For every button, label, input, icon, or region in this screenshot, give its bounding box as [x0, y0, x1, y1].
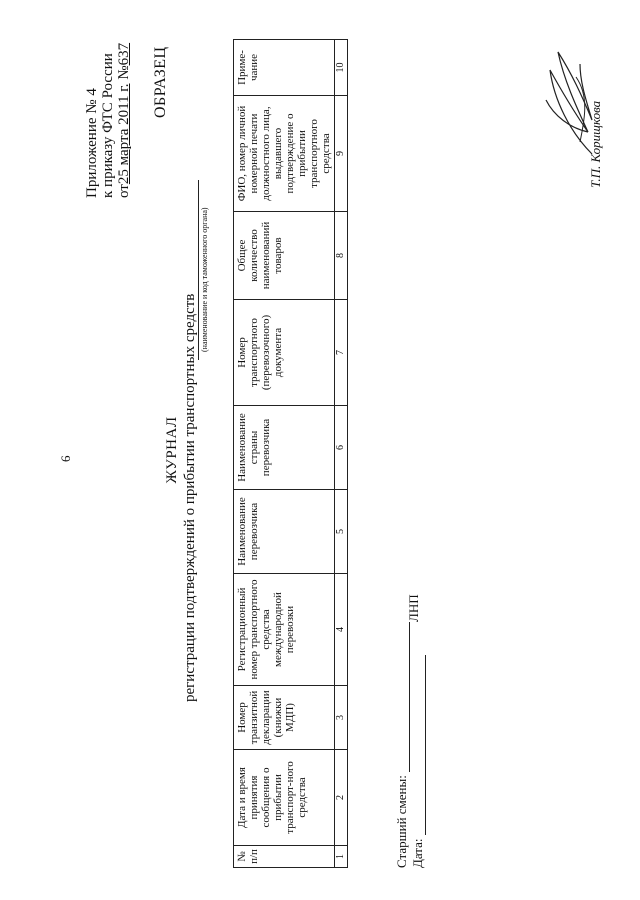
table-header-row	[234, 40, 335, 868]
date-row	[410, 622, 426, 868]
column-header: Номер транспортного (перевозочного) документа	[234, 300, 335, 406]
column-number: 3	[335, 686, 348, 750]
annex-date-value: 25 марта 2011 г.	[116, 83, 132, 185]
senior-shift-row	[394, 622, 410, 868]
annex-line-3	[116, 43, 132, 198]
annex-number-value: 637	[116, 42, 132, 66]
column-number: 7	[335, 300, 348, 406]
journal-title: ЖУРНАЛ	[164, 416, 180, 484]
annex-line-2: к приказу ФТС России	[100, 53, 116, 198]
column-header: Регистрационный номер транспортного средства международной перевозки	[234, 574, 335, 686]
column-header: ФИО, номер личной номерной печати должностного лица, выдавшего подтверждение о прибытии транспортного средства	[234, 96, 335, 212]
sample-stamp: ОБРАЗЕЦ	[152, 46, 169, 118]
annex-line-1: Приложение № 4	[84, 88, 100, 198]
column-header: Наименование перевозчика	[234, 490, 335, 574]
date-label: Дата:	[410, 838, 425, 868]
column-number: 9	[335, 96, 348, 212]
customs-authority-caption: (наименование и код таможенного органа)	[200, 207, 209, 352]
column-number: 2	[335, 750, 348, 846]
column-header: Общее количество наименований товаров	[234, 212, 335, 300]
annex-number-prefix: №	[116, 65, 132, 80]
footer-block	[394, 622, 426, 868]
column-header: Номер транзитной декларации (книжки МДП)	[234, 686, 335, 750]
annex-block	[84, 43, 132, 198]
column-header: Приме-чание	[234, 40, 335, 96]
signatory-name: Т.П. Корищкова	[588, 100, 603, 188]
page-number: 6	[58, 455, 73, 462]
lnp-label: ЛНП	[406, 594, 421, 622]
column-number: 8	[335, 212, 348, 300]
customs-authority-line	[198, 180, 199, 360]
table-number-row	[335, 40, 348, 868]
column-header: Дата и время принятия сообщения о прибытии транспорт-ного средства	[234, 750, 335, 846]
journal-table	[233, 39, 348, 868]
annex-date-prefix: от	[116, 184, 132, 198]
column-number: 5	[335, 490, 348, 574]
column-header: № п/п	[234, 846, 335, 868]
date-line	[425, 655, 426, 835]
column-number: 10	[335, 40, 348, 96]
senior-shift-label: Старший смены:	[394, 775, 409, 868]
column-header: Наименование страны перевозчика	[234, 406, 335, 490]
journal-subtitle: регистрации подтверждений о прибытии транспортных средств	[182, 293, 198, 702]
column-number: 1	[335, 846, 348, 868]
column-number: 6	[335, 406, 348, 490]
column-number: 4	[335, 574, 348, 686]
